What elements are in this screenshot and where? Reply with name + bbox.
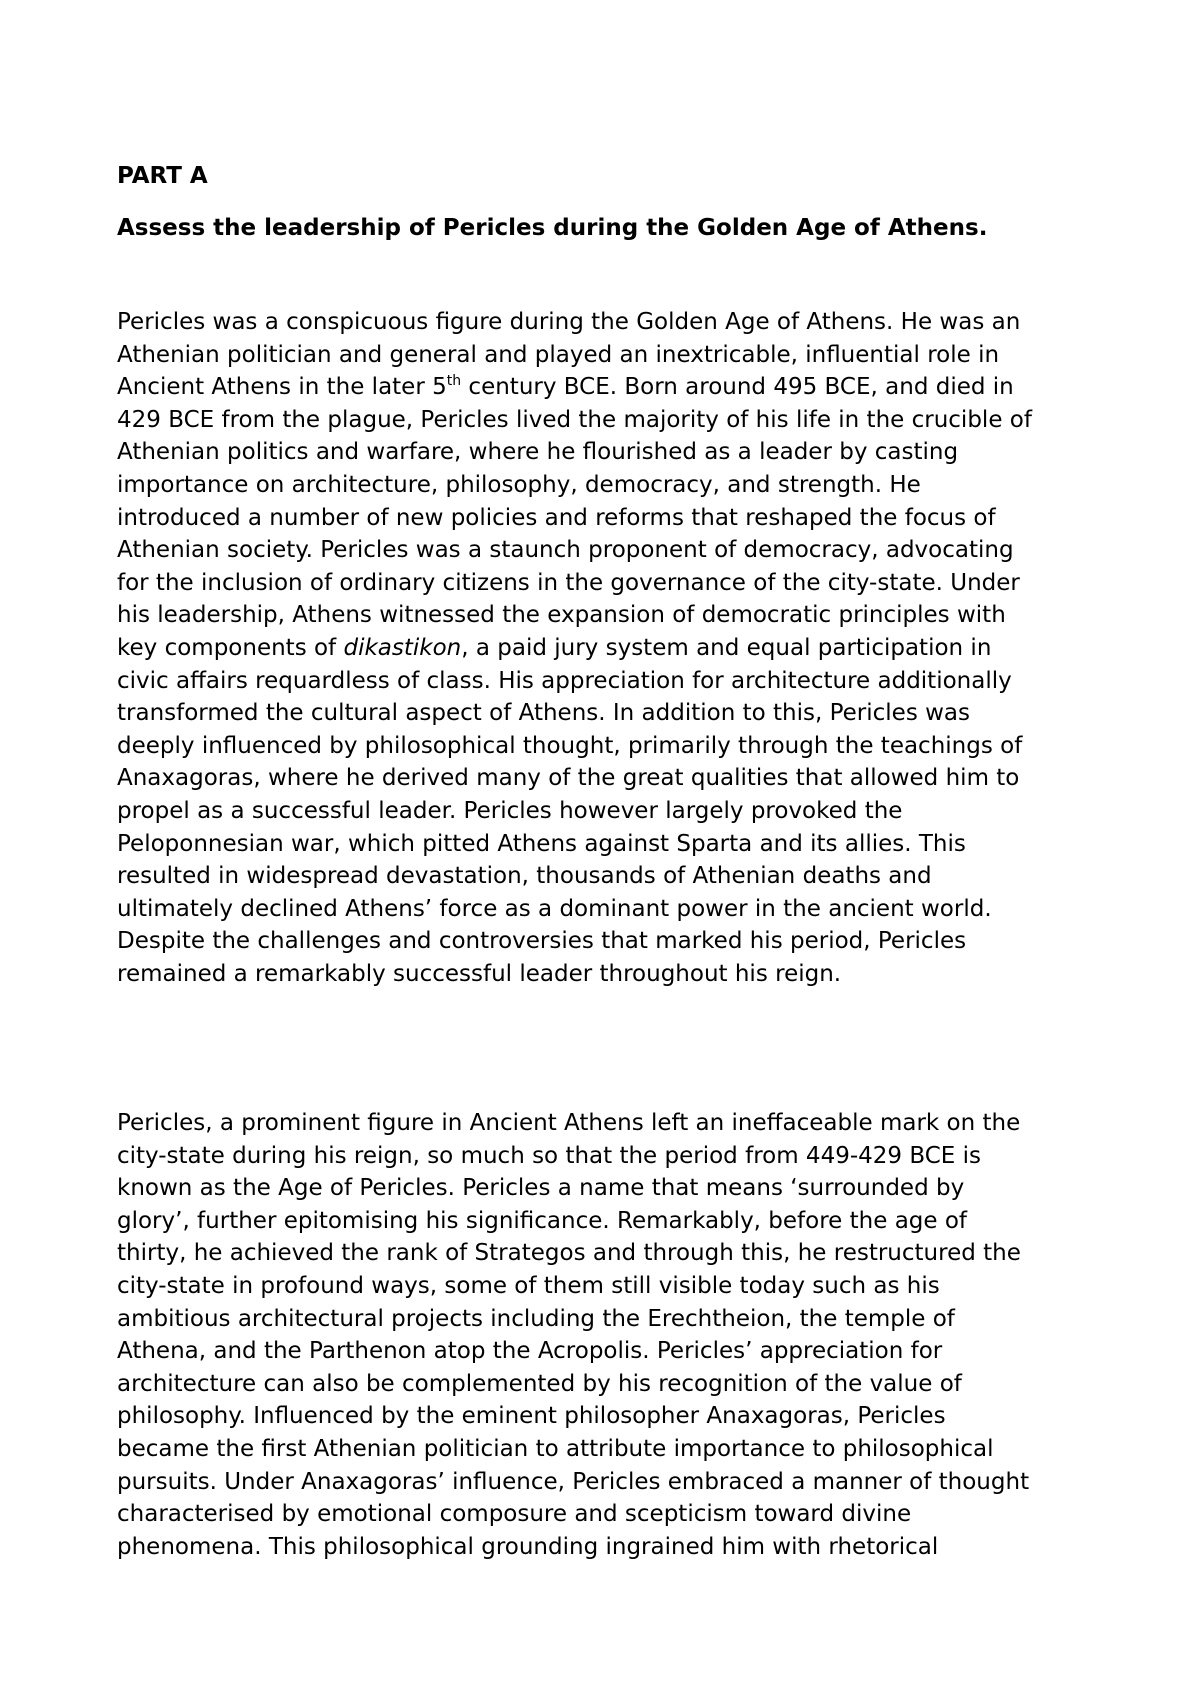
text-line: Athenian politics and warfare, where he flourished as a leader by casting bbox=[117, 439, 959, 466]
text-run: century BCE. Born around 495 BCE, and died in bbox=[461, 374, 1014, 401]
text-run: Ancient Athens in the later 5 bbox=[117, 374, 447, 401]
text-line: Pericles was a conspicuous figure during the Golden Age of Athens. He was an bbox=[117, 309, 1021, 335]
text-line: importance on architecture, philosophy, democracy, and strength. He bbox=[117, 471, 921, 498]
text-line: Anaxagoras, where he derived many of the great qualities that allowed him to bbox=[117, 765, 1020, 792]
text-line: for the inclusion of ordinary citizens in the governance of the city-state. Under bbox=[117, 569, 1020, 596]
text-line: introduced a number of new policies and reforms that reshaped the focus of bbox=[117, 504, 996, 531]
text-run: , a paid jury system and equal participation in bbox=[461, 634, 992, 661]
text-line: thirty, he achieved the rank of Strategos and through this, he restructured the bbox=[117, 1240, 1021, 1267]
text-line: characterised by emotional composure and scepticism toward divine bbox=[117, 1501, 912, 1528]
text-line: known as the Age of Pericles. Pericles a name that means ‘surrounded by bbox=[117, 1175, 965, 1202]
text-line: Athena, and the Parthenon atop the Acropolis. Pericles’ appreciation for bbox=[117, 1338, 943, 1365]
text-line: city-state during his reign, so much so that the period from 449-429 BCE is bbox=[117, 1142, 981, 1169]
text-line: became the first Athenian politician to attribute importance to philosophical bbox=[117, 1435, 994, 1462]
text-line: Athenian society. Pericles was a staunch proponent of democracy, advocating bbox=[117, 537, 1014, 564]
text-line: glory’, further epitomising his significance. Remarkably, before the age of bbox=[117, 1207, 968, 1234]
text-line: architecture can also be complemented by his recognition of the value of bbox=[117, 1370, 962, 1397]
text-run: key components of bbox=[117, 634, 344, 661]
text-line: Pericles, a prominent figure in Ancient Athens left an ineffaceable mark on the bbox=[117, 1110, 1021, 1136]
text-line: Peloponnesian war, which pitted Athens against Sparta and its allies. This bbox=[117, 830, 966, 857]
text-line: philosophy. Influenced by the eminent philosopher Anaxagoras, Pericles bbox=[117, 1403, 946, 1430]
text-line: phenomena. This philosophical grounding ingrained him with rhetorical bbox=[117, 1533, 939, 1560]
text-line: ambitious architectural projects including the Erechtheion, the temple of bbox=[117, 1305, 955, 1332]
text-line: his leadership, Athens witnessed the expansion of democratic principles with bbox=[117, 602, 1006, 629]
text-line: pursuits. Under Anaxagoras’ influence, Pericles embraced a manner of thought bbox=[117, 1468, 1030, 1495]
text-line bbox=[117, 371, 1032, 404]
text-line: Athenian politician and general and played an inextricable, influential role in bbox=[117, 341, 1000, 368]
text-line: transformed the cultural aspect of Athens. In addition to this, Pericles was bbox=[117, 700, 970, 727]
part-heading: PART A bbox=[117, 163, 208, 189]
text-line: civic affairs requardless of class. His appreciation for architecture additionally bbox=[117, 667, 1012, 694]
question-heading: Assess the leadership of Pericles during the Golden Age of Athens. bbox=[117, 215, 988, 241]
text-line: Despite the challenges and controversies that marked his period, Pericles bbox=[117, 928, 967, 955]
text-line bbox=[117, 632, 1032, 665]
text-line: ultimately declined Athens’ force as a dominant power in the ancient world. bbox=[117, 895, 992, 922]
italic-term: dikastikon bbox=[343, 634, 462, 661]
paragraph-2 bbox=[117, 1107, 1029, 1563]
text-line: propel as a successful leader. Pericles however largely provoked the bbox=[117, 797, 903, 824]
text-line: 429 BCE from the plague, Pericles lived the majority of his life in the crucible of bbox=[117, 406, 1032, 433]
text-line: deeply influenced by philosophical thought, primarily through the teachings of bbox=[117, 732, 1023, 759]
text-line: city-state in profound ways, some of them still visible today such as his bbox=[117, 1272, 940, 1299]
text-line: resulted in widespread devastation, thousands of Athenian deaths and bbox=[117, 863, 932, 890]
superscript: th bbox=[446, 373, 462, 390]
text-line: remained a remarkably successful leader throughout his reign. bbox=[117, 960, 842, 987]
paragraph-1 bbox=[117, 306, 1032, 990]
